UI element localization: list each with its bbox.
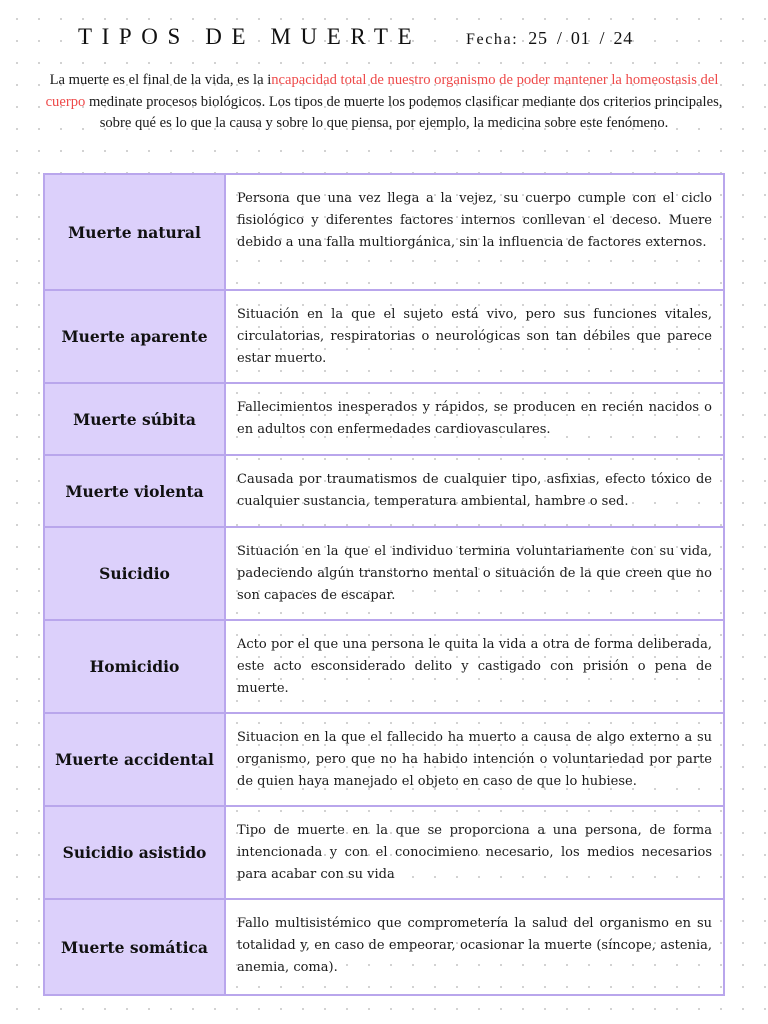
table-row xyxy=(45,528,723,621)
table-row xyxy=(45,714,723,807)
date-day: 25 xyxy=(528,28,548,48)
table-row xyxy=(45,900,723,994)
row-name-cell: Muerte accidental xyxy=(45,714,226,805)
date-separator: / xyxy=(599,28,605,48)
row-description-cell: Situación en la que el sujeto está vivo, pero sus funciones vitales, circulatorias, respiratorias o neurológicas son tan débiles que parece estar muerto. xyxy=(237,307,712,367)
table-row xyxy=(45,807,723,900)
row-description-cell: Situación en la que el individuo termina voluntariamente con su vida, padeciendo algún transtorno mental o situación de la que creen que no son capaces de escapar. xyxy=(237,544,712,604)
table-row xyxy=(45,456,723,528)
row-name-cell: Muerte aparente xyxy=(45,291,226,382)
table-row xyxy=(45,384,723,456)
intro-text-start: La muerte es el final de la vida, es la i xyxy=(49,72,272,88)
intro-highlight: ncapacidad total de nuestro organismo de poder mantener la homeostasis del cuerpo xyxy=(45,72,719,110)
intro-text-end: medinate procesos biológicos. Los tipos de muerte los podemos clasificar mediante dos criterios principales, sobre qué es lo que la causa y sobre lo que piensa, por ejemplo, la medicina sobre este fenómeno. xyxy=(85,93,723,131)
row-description-cell: Persona que una vez llega a la vejez, su cuerpo cumple con el ciclo fisiológico y diferentes factores internos conllevan el deceso. Muere debido a una falla multiorgánica, sin la influencia de factores externos. xyxy=(237,191,712,251)
table-row xyxy=(45,291,723,384)
row-name-cell: Muerte somática xyxy=(45,900,226,994)
date-label: Fecha: xyxy=(466,31,519,48)
page-title: TIPOS DE MUERTE xyxy=(78,24,422,49)
table-row xyxy=(45,175,723,291)
date-year: 24 xyxy=(613,28,634,48)
row-name-cell: Muerte natural xyxy=(45,175,226,289)
row-name-cell: Muerte súbita xyxy=(45,384,226,454)
row-description-cell: Acto por el que una persona le quita la vida a otra de forma deliberada, este acto esconsiderado delito y castigado con prisión o pena de muerte. xyxy=(237,637,712,697)
row-name-cell: Homicidio xyxy=(45,621,226,712)
page-header xyxy=(78,24,698,56)
date-separator: / xyxy=(556,28,562,48)
intro-paragraph xyxy=(44,70,724,135)
row-description-cell: Causada por traumatismos de cualquier tipo, asfixias, efecto tóxico de cualquier sustancia, temperatura ambiental, hambre o sed. xyxy=(237,472,712,510)
row-description-cell: Situacion en la que el fallecido ha muerto a causa de algo externo a su organismo, pero que no ha habido intención o voluntariedad por parte de quien haya manejado el objeto en caso de que lo hubiese. xyxy=(237,730,712,790)
date-field xyxy=(466,28,633,49)
row-description-cell: Fallo multisistémico que comprometería la salud del organismo en su totalidad y, en caso de empeorar, ocasionar la muerte (síncope, astenia, anemia, coma). xyxy=(237,916,712,976)
row-name-cell: Suicidio xyxy=(45,528,226,619)
death-types-table xyxy=(43,173,725,996)
row-description-cell: Tipo de muerte en la que se proporciona a una persona, de forma intencionada y con el conocimieno necesario, los medios necesarios para acabar con su vida xyxy=(237,823,712,883)
row-name-cell: Suicidio asistido xyxy=(45,807,226,898)
row-name-cell: Muerte violenta xyxy=(45,456,226,526)
date-month: 01 xyxy=(570,28,591,48)
row-description-cell: Fallecimientos inesperados y rápidos, se producen en recién nacidos o en adultos con enfermedades cardiovasculares. xyxy=(237,400,712,438)
table-row xyxy=(45,621,723,714)
